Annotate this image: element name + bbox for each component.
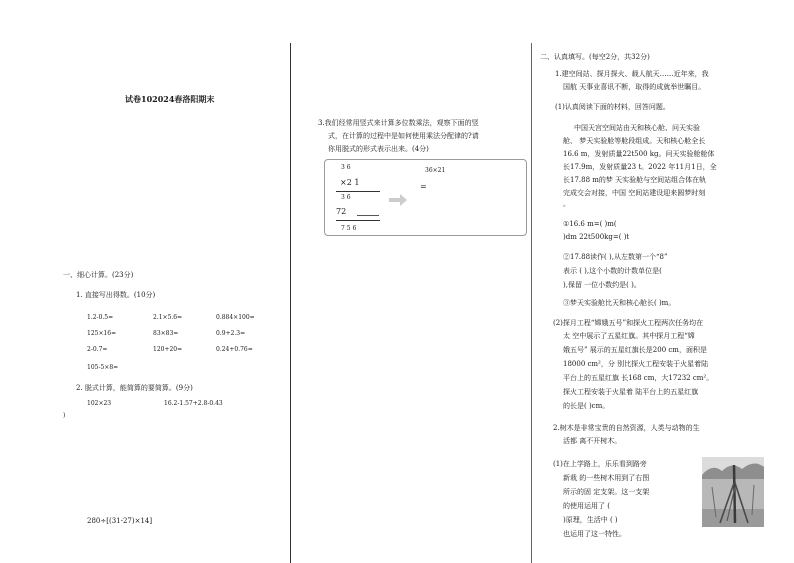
section1-heading: 一、细心计算。(23分) <box>63 271 134 279</box>
calc-item: 0.24+0.76= <box>216 346 253 353</box>
material-line: 长17.88 m的梦 天实验舱与空间站组合体在轨 <box>563 176 707 184</box>
material-line: 完成交会对接，中国 空间站建设迎来圆梦时刻 <box>563 189 706 197</box>
calc-item: 2-0.7= <box>87 346 108 353</box>
vertical-line <box>336 191 380 192</box>
q3-line: 3.我们经常用竖式来计算多位数乘法，观察下面的竖 <box>318 119 479 127</box>
material-line: 16.6 m，发射质量22t500 kg。问天实验舱舱体 <box>563 150 715 158</box>
horizontal-eq: = <box>420 182 427 191</box>
column-divider-left <box>290 43 291 563</box>
arrow-icon <box>389 192 407 208</box>
q2-intro: 2.树木是非常宝贵的自然资源，人类与动物的生 <box>553 424 700 432</box>
sub1-label: (1)认真阅读下面的材料，回答问题。 <box>555 103 670 111</box>
calc-item: 83×83= <box>153 330 179 337</box>
material-line: 中国天宫空间站由天和核心舱、问天实验 <box>574 124 700 132</box>
vertical-top: 3 6 <box>341 164 351 171</box>
fill3-line: ③梦天实验舱比天和核心舱长( )m。 <box>563 299 676 307</box>
vertical-result: 7 5 6 <box>341 225 357 232</box>
q2-intro: 活都 离不开树木。 <box>563 437 622 445</box>
q2-sub1-line: 所示的固 定支架。这一支架 <box>563 488 650 496</box>
q2-sub1-line: 也运用了这一特性。 <box>563 530 626 538</box>
calc-item: 2.1×5.6= <box>153 314 183 321</box>
q1-intro: 国航 天事业喜讯不断，取得的成就举世瞩目。 <box>563 83 706 91</box>
sub2-line: 18000 cm²，分 别比探火工程安装于火星着陆 <box>563 360 709 368</box>
fill1-line: )dm 22t500kg=( )t <box>563 233 630 241</box>
calc-item: 1.2-0.5= <box>87 314 114 321</box>
vertical-line <box>336 220 380 221</box>
q3-line: 你用脱式的形式表示出来。(4分) <box>328 145 429 153</box>
q3-line: 式，在计算的过程中是如何使用乘法分配律的?请 <box>328 132 479 140</box>
sub2-line: 探火工程安装于火星着 陆平台上的五星红旗 <box>563 388 699 396</box>
material-line: 。 <box>563 200 570 208</box>
calc-item: 280÷[(31-27)×14] <box>87 517 153 525</box>
vertical-partial1: 3 6 <box>341 194 351 201</box>
stray-mark: ) <box>63 412 66 419</box>
calc-item: 105-5×8= <box>87 364 119 371</box>
tree-support-photo <box>702 457 764 527</box>
vertical-underline <box>357 215 379 216</box>
calc-item: 0.884×100= <box>216 314 255 321</box>
sub2-line: 平台上的五星红旗 长168 cm，大17232 cm²。 <box>563 374 714 382</box>
q1-label: 1. 直接写出得数。(10分) <box>76 291 156 299</box>
q2-sub1-line: )原理，生活中 ( ) <box>563 516 618 524</box>
q2-sub1-line: 的使用运用了 ( <box>563 502 610 510</box>
sub2-line: 的长是( )cm。 <box>563 402 610 410</box>
section2-heading: 二、认真填写。(每空2分，共32分) <box>540 53 650 61</box>
sub2-line: (2)探月工程“嫦娥五号”和探火工程两次任务均在 <box>553 319 704 327</box>
q1-intro: 1.建空间站、探月探火、载人航天……近年来，我 <box>555 70 709 78</box>
vertical-mult: ×2 1 <box>340 178 360 187</box>
fill1-line: ①16.6 m=( )m( <box>563 220 617 228</box>
exam-title: 试卷102024春洛阳期末 <box>125 94 215 104</box>
calc-item: 16.2-1.57+2.8-0.43 <box>164 400 223 407</box>
calc-item: 125×16= <box>87 330 117 337</box>
calc-item: 102×23 <box>87 400 112 407</box>
material-line: 长17.9m，发射质量23 t。2022 年11月1日，全 <box>563 163 717 171</box>
vertical-partial2: 72 <box>336 207 347 216</box>
calc-item: 120+20= <box>153 346 183 353</box>
sub2-line: 娥五号” 展示的五星红旗长是200 cm，面积是 <box>563 346 707 354</box>
q2-sub1-line: 新栽 的一些树木用到了右图 <box>563 474 650 482</box>
fill2-line: ),保留 一位小数约是( )。 <box>563 281 641 289</box>
material-line: 舱、 梦天实验舱等舱段组成。天和核心舱全长 <box>563 137 706 145</box>
calc-item: 0.9+2.3= <box>216 330 246 337</box>
sub2-line: 太 空中展示了五星红旗。其中探月工程“嫦 <box>563 332 695 340</box>
fill2-line: 表示 ( ),这个小数的计数单位是( <box>563 267 662 275</box>
q2-label: 2. 脱式计算，能简算的要简算。(9分) <box>76 384 193 392</box>
q2-sub1-line: (1)在上学路上，乐乐看到路旁 <box>553 460 647 468</box>
fill2-line: ②17.88读作( ),从左数第一个“8” <box>563 253 668 261</box>
column-divider-right <box>531 43 532 563</box>
horizontal-expr: 36×21 <box>425 167 446 174</box>
